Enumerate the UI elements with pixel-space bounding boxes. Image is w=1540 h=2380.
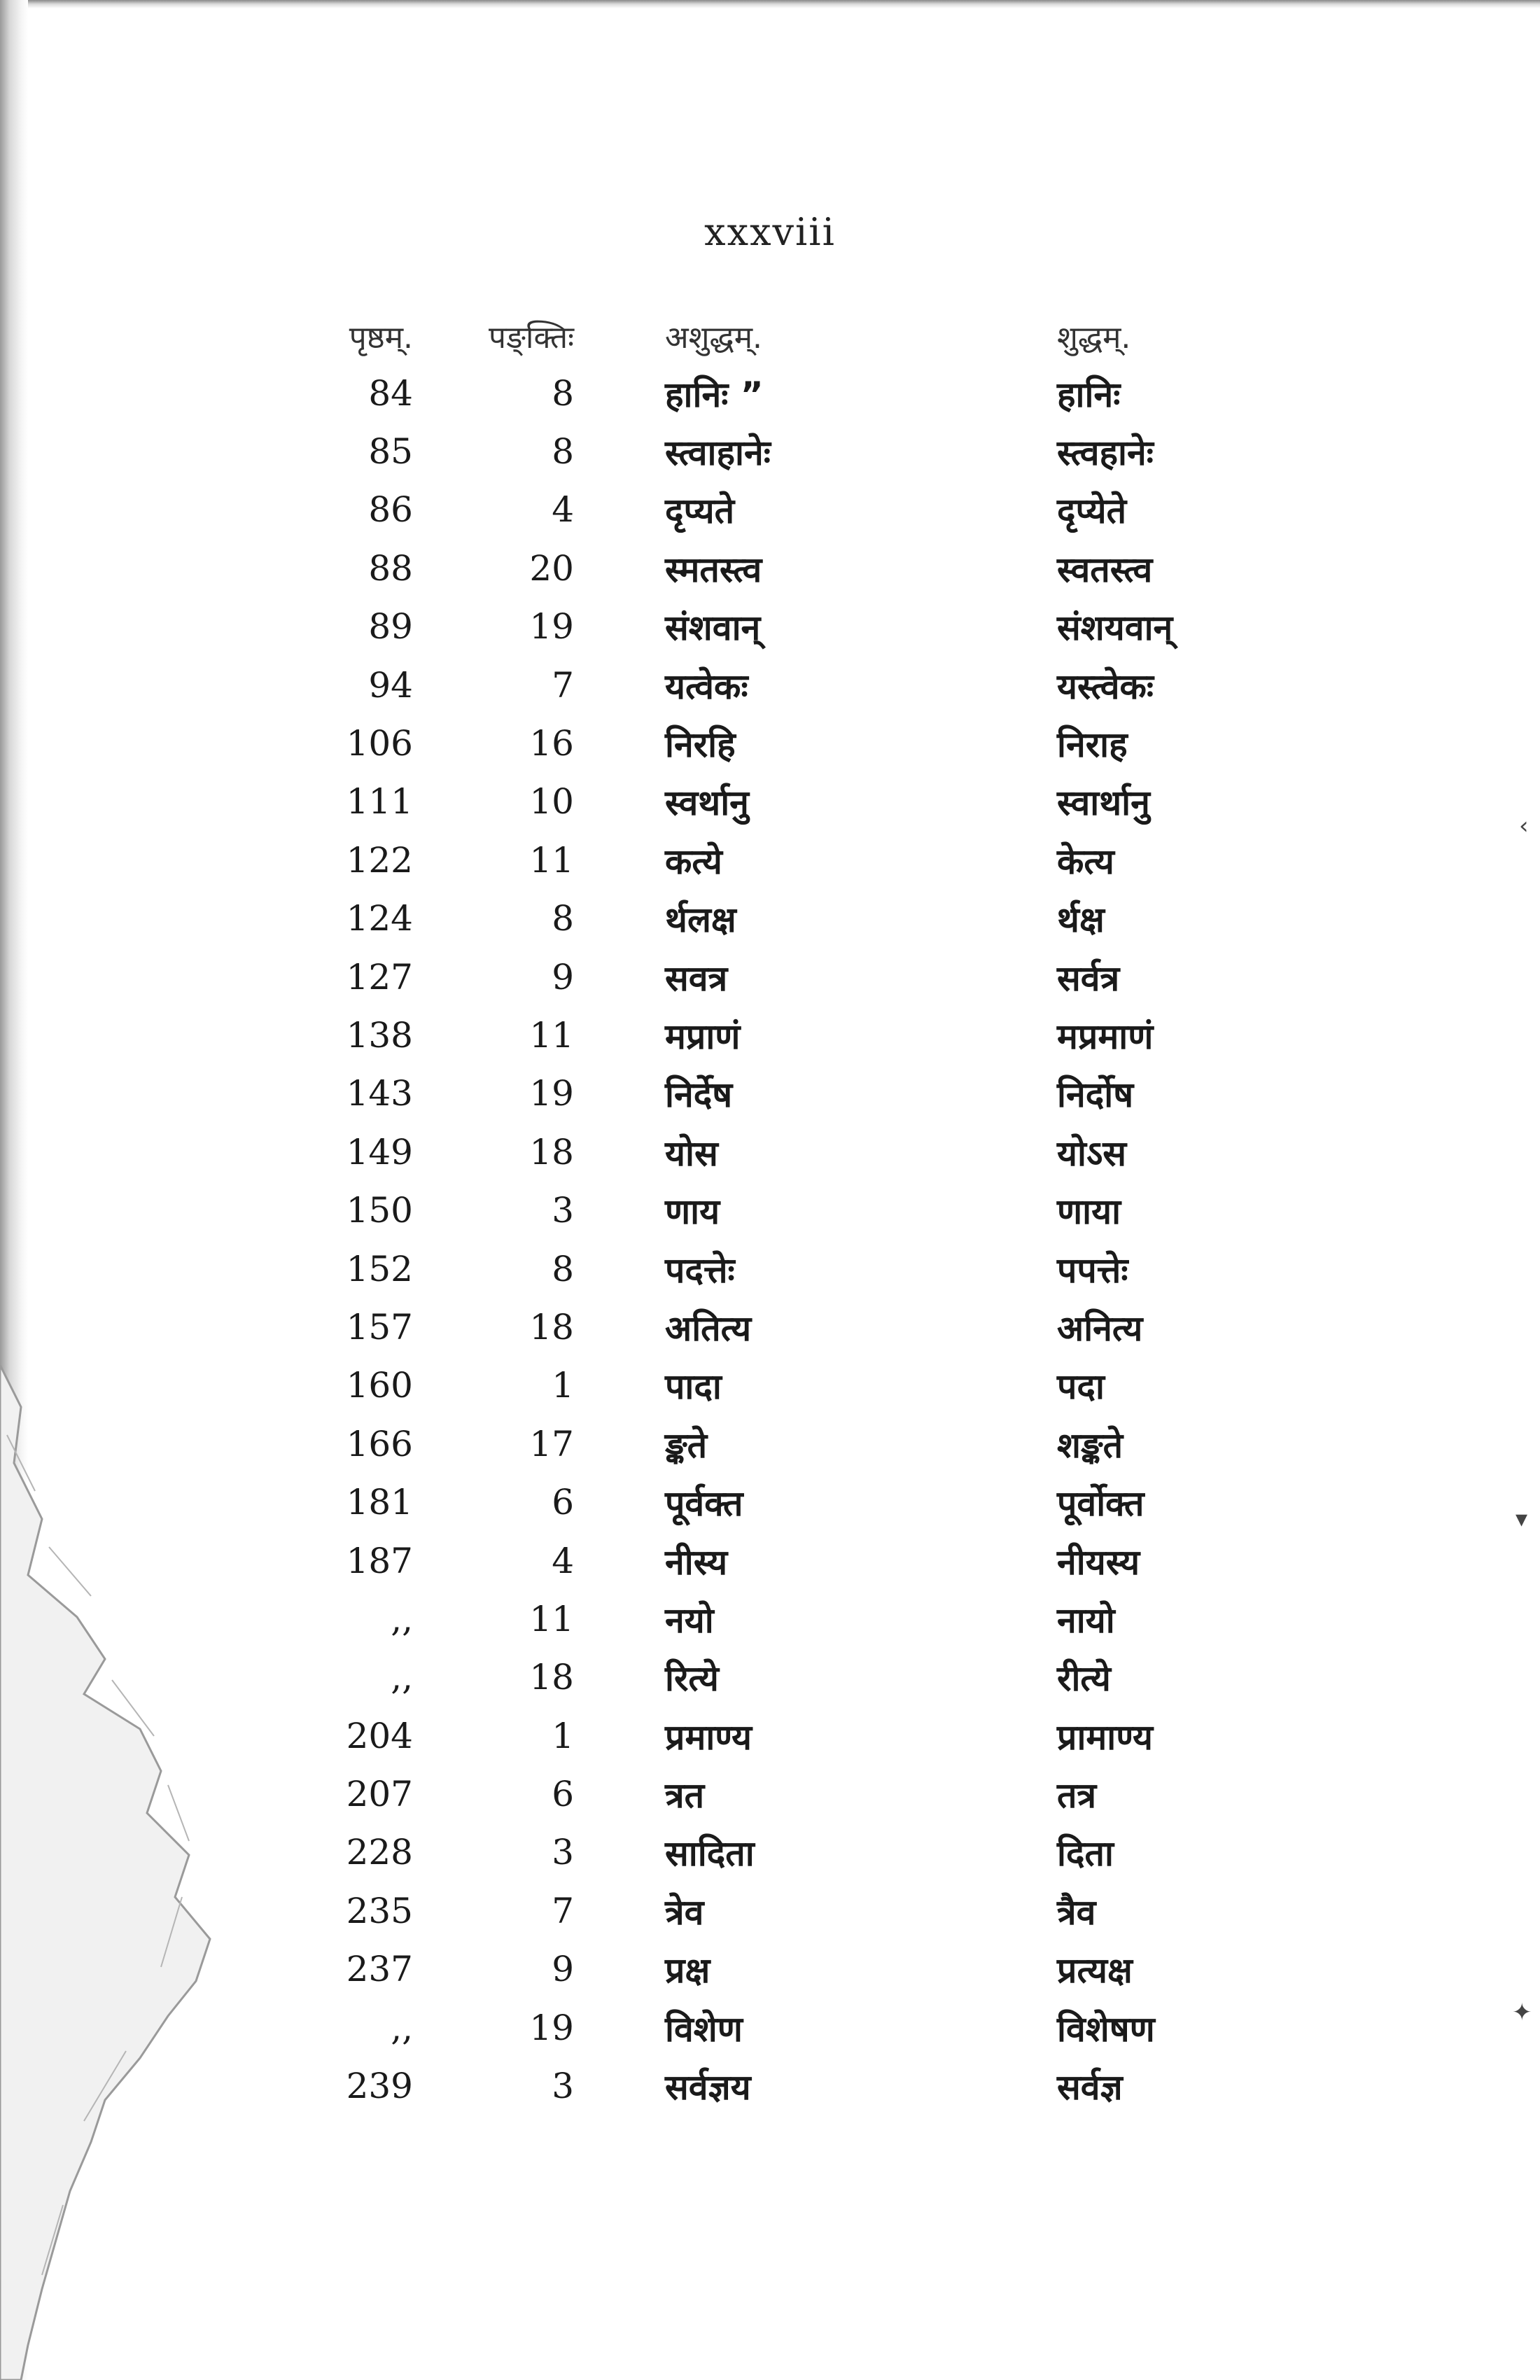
page-cell: 150 — [346, 1190, 413, 1231]
errata-header-row — [238, 308, 1477, 364]
page-cell: 181 — [346, 1482, 413, 1523]
correct-cell: रीत्ये — [1057, 1658, 1111, 1700]
line-cell: 4 — [552, 489, 574, 531]
page-cell: 237 — [346, 1949, 413, 1990]
page-cell: 86 — [368, 489, 413, 531]
line-cell: 16 — [529, 723, 574, 764]
incorrect-cell: निरहि — [665, 724, 736, 766]
page-cell: 207 — [346, 1774, 413, 1815]
page-cell: 106 — [346, 723, 413, 764]
line-cell: 9 — [552, 956, 574, 997]
line-cell: 7 — [552, 664, 574, 706]
incorrect-cell: स्त्वाहानेः — [665, 433, 771, 474]
page-cell: 187 — [346, 1540, 413, 1581]
correct-cell: र्थक्ष — [1057, 899, 1105, 941]
errata-row — [238, 1415, 1477, 1473]
page-cell: 122 — [346, 839, 413, 881]
correct-cell: हानिः — [1057, 374, 1121, 415]
correct-cell: प्रामाण्य — [1057, 1716, 1153, 1758]
line-cell: 6 — [552, 1482, 574, 1523]
line-cell: 8 — [552, 1248, 574, 1289]
line-cell: 11 — [529, 839, 574, 881]
errata-row — [238, 656, 1477, 714]
page-cell: 88 — [368, 547, 413, 589]
correct-cell: स्वार्थानु — [1057, 783, 1150, 824]
header-incorrect: अशुद्धम्. — [665, 320, 762, 356]
incorrect-cell: ङ्कते — [665, 1424, 708, 1466]
correct-cell: केत्य — [1057, 841, 1114, 882]
incorrect-cell: नयो — [665, 1600, 714, 1641]
line-cell: 19 — [529, 1073, 574, 1114]
errata-row — [238, 1473, 1477, 1531]
errata-row — [238, 890, 1477, 948]
incorrect-cell: त्रेव — [665, 1891, 704, 1933]
errata-table — [238, 308, 1477, 2115]
errata-body — [238, 364, 1477, 2115]
correct-cell: निर्दोष — [1057, 1074, 1134, 1116]
page-cell: 228 — [346, 1832, 413, 1873]
line-cell: 3 — [552, 1190, 574, 1231]
page-cell: ,, — [391, 1657, 413, 1698]
incorrect-cell: पादा — [665, 1366, 722, 1408]
page-cell: 138 — [346, 1014, 413, 1056]
incorrect-cell: विशेण — [665, 2008, 743, 2050]
errata-row — [238, 1298, 1477, 1356]
incorrect-cell: पूर्वक्त — [665, 1483, 743, 1525]
incorrect-cell: सर्वज्ञय — [665, 2067, 751, 2108]
incorrect-cell: स्वर्थानु — [665, 783, 749, 824]
page-cell: 239 — [346, 2066, 413, 2107]
line-cell: 3 — [552, 1832, 574, 1873]
page-cell: 152 — [346, 1248, 413, 1289]
line-cell: 8 — [552, 372, 574, 414]
page-cell: 89 — [368, 606, 413, 648]
page-cell: 124 — [346, 898, 413, 939]
header-correct: शुद्धम्. — [1057, 320, 1131, 356]
errata-row — [238, 773, 1477, 831]
line-cell: 6 — [552, 1774, 574, 1815]
errata-row — [238, 831, 1477, 889]
errata-row — [238, 1590, 1477, 1648]
line-cell: 18 — [529, 1306, 574, 1348]
errata-row — [238, 539, 1477, 597]
margin-mark-top: ‹ — [1519, 812, 1529, 840]
line-cell: 9 — [552, 1949, 574, 1990]
errata-row — [238, 422, 1477, 480]
correct-cell: निराह — [1057, 724, 1128, 766]
errata-row — [238, 714, 1477, 772]
line-cell: 11 — [529, 1014, 574, 1056]
errata-row — [238, 1707, 1477, 1765]
errata-row — [238, 1940, 1477, 1998]
incorrect-cell: त्रत — [665, 1775, 705, 1816]
page-cell: 204 — [346, 1715, 413, 1756]
line-cell: 3 — [552, 2066, 574, 2107]
page-cell: 143 — [346, 1073, 413, 1114]
correct-cell: प्रत्यक्ष — [1057, 1950, 1133, 1991]
page-cell: ,, — [391, 2007, 413, 2048]
correct-cell: शङ्कते — [1057, 1424, 1124, 1466]
incorrect-cell: संशवान् — [665, 608, 761, 649]
line-cell: 8 — [552, 898, 574, 939]
correct-cell: मप्रमाणं — [1057, 1016, 1154, 1057]
errata-row — [238, 948, 1477, 1006]
line-cell: 19 — [529, 606, 574, 648]
page-cell: 149 — [346, 1131, 413, 1172]
line-cell: 11 — [529, 1598, 574, 1639]
correct-cell: दृप्येते — [1057, 491, 1127, 532]
page-cell: 94 — [368, 664, 413, 706]
errata-row — [238, 1532, 1477, 1590]
incorrect-cell: दृप्यते — [665, 491, 735, 532]
page-cell: 166 — [346, 1423, 413, 1464]
errata-row — [238, 1648, 1477, 1707]
errata-row — [238, 1765, 1477, 1823]
incorrect-cell: र्थलक्ष — [665, 899, 736, 941]
correct-cell: यस्त्वेकः — [1057, 666, 1154, 707]
correct-cell: स्वतस्त्व — [1057, 549, 1153, 590]
page-cell: ,, — [391, 1598, 413, 1639]
incorrect-cell: अतित्य — [665, 1308, 752, 1349]
correct-cell: अनित्य — [1057, 1308, 1143, 1349]
errata-row — [238, 598, 1477, 656]
incorrect-cell: यत्वेकः — [665, 666, 748, 707]
line-cell: 18 — [529, 1131, 574, 1172]
correct-cell: दिता — [1057, 1833, 1114, 1875]
line-cell: 20 — [529, 547, 574, 589]
correct-cell: पपत्तेः — [1057, 1250, 1128, 1291]
header-page: पृष्ठम्. — [349, 320, 413, 356]
page-cell: 111 — [346, 781, 413, 822]
line-cell: 8 — [552, 431, 574, 472]
correct-cell: त्रैव — [1057, 1891, 1096, 1933]
page-cell: 85 — [368, 431, 413, 472]
incorrect-cell: नीस्य — [665, 1541, 728, 1583]
incorrect-cell: पदत्तेः — [665, 1250, 735, 1291]
line-cell: 1 — [552, 1715, 574, 1756]
correct-cell: पूर्वोक्त — [1057, 1483, 1144, 1525]
page-cell: 157 — [346, 1306, 413, 1348]
errata-row — [238, 1065, 1477, 1123]
margin-mark-bottom: ✦ — [1512, 1998, 1532, 2026]
header-line: पङ्क्तिः — [489, 320, 574, 356]
incorrect-cell: प्रमाण्य — [665, 1716, 752, 1758]
page-top-edge — [0, 0, 1540, 8]
torn-paper-edge — [0, 1365, 231, 2380]
correct-cell: नीयस्य — [1057, 1541, 1140, 1583]
correct-cell: संशयवान् — [1057, 608, 1173, 649]
errata-row — [238, 1181, 1477, 1239]
correct-cell: णाया — [1057, 1191, 1121, 1233]
incorrect-cell: निर्देष — [665, 1074, 733, 1116]
correct-cell: पदा — [1057, 1366, 1105, 1408]
page-cell: 235 — [346, 1890, 413, 1931]
correct-cell: विशेषण — [1057, 2008, 1155, 2050]
errata-row — [238, 1823, 1477, 1882]
page-cell: 127 — [346, 956, 413, 997]
incorrect-cell: हानिः ” — [665, 374, 764, 415]
incorrect-cell: णाय — [665, 1191, 720, 1233]
correct-cell: योऽस — [1057, 1133, 1127, 1174]
errata-row — [238, 1006, 1477, 1064]
errata-row — [238, 1998, 1477, 2057]
margin-mark-middle: ▾ — [1516, 1505, 1528, 1533]
incorrect-cell: स्मतस्त्व — [665, 549, 762, 590]
incorrect-cell: सवत्र — [665, 958, 728, 999]
page-cell: 84 — [368, 372, 413, 414]
correct-cell: सर्वत्र — [1057, 958, 1120, 999]
errata-row — [238, 1357, 1477, 1415]
errata-row — [238, 481, 1477, 539]
errata-row — [238, 364, 1477, 422]
correct-cell: तत्र — [1057, 1775, 1097, 1816]
incorrect-cell: योस — [665, 1133, 718, 1174]
line-cell: 19 — [529, 2007, 574, 2048]
line-cell: 18 — [529, 1657, 574, 1698]
correct-cell: सर्वज्ञ — [1057, 2067, 1123, 2108]
line-cell: 17 — [529, 1423, 574, 1464]
incorrect-cell: कत्ये — [665, 841, 722, 882]
page-number: xxxviii — [704, 210, 836, 254]
correct-cell: नायो — [1057, 1600, 1115, 1641]
incorrect-cell: रित्ये — [665, 1658, 719, 1700]
page-cell: 160 — [346, 1365, 413, 1406]
line-cell: 7 — [552, 1890, 574, 1931]
errata-row — [238, 1123, 1477, 1181]
correct-cell: स्त्वहानेः — [1057, 433, 1154, 474]
line-cell: 10 — [529, 781, 574, 822]
incorrect-cell: मप्राणं — [665, 1016, 741, 1057]
incorrect-cell: प्रक्ष — [665, 1950, 710, 1991]
errata-row — [238, 2057, 1477, 2115]
incorrect-cell: सादिता — [665, 1833, 755, 1875]
line-cell: 4 — [552, 1540, 574, 1581]
line-cell: 1 — [552, 1365, 574, 1406]
errata-row — [238, 1882, 1477, 1940]
errata-row — [238, 1240, 1477, 1298]
